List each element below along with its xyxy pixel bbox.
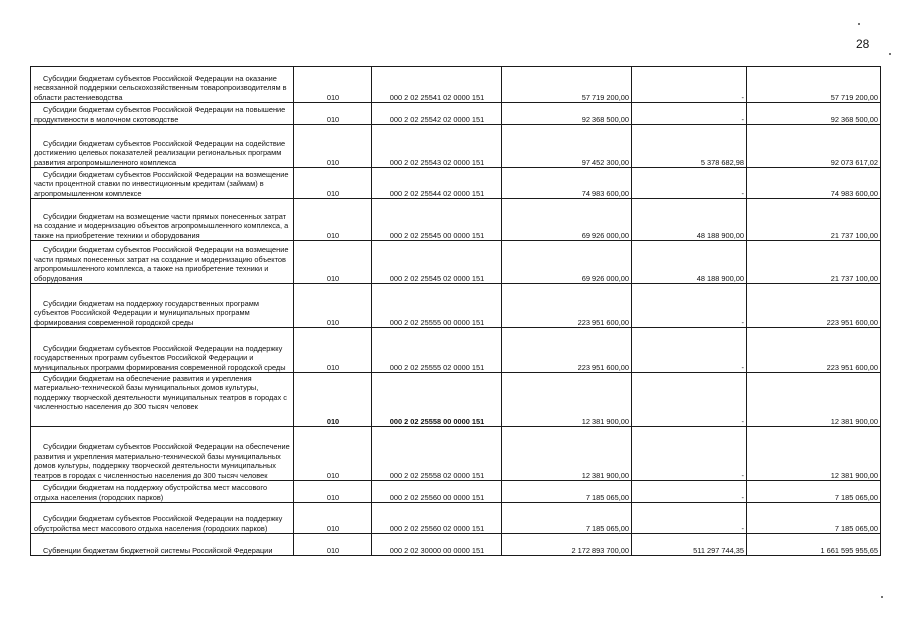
row-name: Субсидии бюджетам на поддержку обустройства мест массового отдыха населения (городских парков) — [31, 481, 294, 503]
row-kbk: 000 2 02 25542 02 0000 151 — [372, 103, 502, 125]
row-name: Субсидии бюджетам субъектов Российской Федерации на поддержку обустройства мест массового отдыха населения (городских парков) — [31, 503, 294, 534]
row-plan: 74 983 600,00 — [502, 168, 632, 199]
row-plan: 57 719 200,00 — [502, 67, 632, 103]
row-executed: 511 297 744,35 — [632, 534, 747, 556]
row-kbk: 000 2 02 25543 02 0000 151 — [372, 125, 502, 168]
row-code: 010 — [294, 373, 372, 427]
row-code: 010 — [294, 125, 372, 168]
row-name: Субсидии бюджетам на возмещение части прямых понесенных затрат на создание и модернизацию объектов агропромышленного комплекса, а также на приобретение техники и оборудования — [31, 199, 294, 241]
table-row — [31, 125, 881, 168]
row-plan: 2 172 893 700,00 — [502, 534, 632, 556]
row-code: 010 — [294, 534, 372, 556]
row-code: 010 — [294, 481, 372, 503]
row-plan: 97 452 300,00 — [502, 125, 632, 168]
table-row — [31, 284, 881, 328]
table-row — [31, 199, 881, 241]
row-kbk: 000 2 02 25560 00 0000 151 — [372, 481, 502, 503]
row-plan: 69 926 000,00 — [502, 199, 632, 241]
row-code: 010 — [294, 103, 372, 125]
row-executed: - — [632, 503, 747, 534]
row-remaining: 1 661 595 955,65 — [747, 534, 881, 556]
row-plan: 223 951 600,00 — [502, 284, 632, 328]
row-executed: - — [632, 284, 747, 328]
row-kbk: 000 2 02 25560 02 0000 151 — [372, 503, 502, 534]
row-executed: 5 378 682,98 — [632, 125, 747, 168]
row-remaining: 223 951 600,00 — [747, 284, 881, 328]
table-row — [31, 503, 881, 534]
table-row — [31, 241, 881, 284]
table-row — [31, 168, 881, 199]
row-plan: 69 926 000,00 — [502, 241, 632, 284]
table-row — [31, 328, 881, 373]
row-plan: 7 185 065,00 — [502, 481, 632, 503]
row-remaining: 7 185 065,00 — [747, 481, 881, 503]
row-name: Субсидии бюджетам субъектов Российской Федерации на поддержку государственных программ субъектов Российской Федерации и муниципальных программ формирования современной городской среды — [31, 328, 294, 373]
row-remaining: 7 185 065,00 — [747, 503, 881, 534]
row-name: Субсидии бюджетам субъектов Российской Федерации на оказание несвязанной поддержки сельскохозяйственным товаропроизводителям в области растениеводства — [31, 67, 294, 103]
row-name: Субсидии бюджетам субъектов Российской Федерации на обеспечение развития и укрепления материально-технической базы муниципальных домов культуры, поддержку творческой деятельности муниципальных театров в городах с численностью населения до 300 тысяч человек — [31, 427, 294, 481]
row-remaining: 92 368 500,00 — [747, 103, 881, 125]
row-kbk: 000 2 02 25545 02 0000 151 — [372, 241, 502, 284]
row-executed: - — [632, 427, 747, 481]
row-code: 010 — [294, 503, 372, 534]
row-remaining: 57 719 200,00 — [747, 67, 881, 103]
row-executed: - — [632, 168, 747, 199]
row-remaining: 74 983 600,00 — [747, 168, 881, 199]
row-name: Субсидии бюджетам субъектов Российской Федерации на возмещение части прямых понесенных затрат на создание и модернизацию объектов агропромышленного комплекса, а также на приобретение техники и оборудования — [31, 241, 294, 284]
row-name: Субсидии бюджетам субъектов Российской Федерации на возмещение части процентной ставки по инвестиционным кредитам (займам) в агропромышленном комплексе — [31, 168, 294, 199]
row-executed: - — [632, 103, 747, 125]
row-remaining: 21 737 100,00 — [747, 199, 881, 241]
row-remaining: 12 381 900,00 — [747, 427, 881, 481]
row-plan: 7 185 065,00 — [502, 503, 632, 534]
row-kbk: 000 2 02 25558 02 0000 151 — [372, 427, 502, 481]
row-code: 010 — [294, 284, 372, 328]
row-name: Субвенции бюджетам бюджетной системы Российской Федерации — [31, 534, 294, 556]
scan-speck — [889, 53, 891, 55]
row-code: 010 — [294, 328, 372, 373]
row-plan: 12 381 900,00 — [502, 427, 632, 481]
row-code: 010 — [294, 199, 372, 241]
row-code: 010 — [294, 241, 372, 284]
row-remaining: 92 073 617,02 — [747, 125, 881, 168]
row-name: Субсидии бюджетам субъектов Российской Федерации на повышение продуктивности в молочном скотоводстве — [31, 103, 294, 125]
row-kbk: 000 2 02 25555 02 0000 151 — [372, 328, 502, 373]
row-name: Субсидии бюджетам на поддержку государственных программ субъектов Российской Федерации и муниципальных программ формирования современной городской среды — [31, 284, 294, 328]
row-remaining: 223 951 600,00 — [747, 328, 881, 373]
table-row — [31, 67, 881, 103]
row-kbk: 000 2 02 25541 02 0000 151 — [372, 67, 502, 103]
table-row — [31, 373, 881, 427]
row-executed: - — [632, 328, 747, 373]
scan-speck — [881, 596, 883, 598]
row-code: 010 — [294, 168, 372, 199]
row-kbk: 000 2 02 25544 02 0000 151 — [372, 168, 502, 199]
row-plan: 12 381 900,00 — [502, 373, 632, 427]
row-remaining: 21 737 100,00 — [747, 241, 881, 284]
row-executed: - — [632, 67, 747, 103]
table-row — [31, 427, 881, 481]
row-code: 010 — [294, 67, 372, 103]
budget-revenue-table — [30, 66, 881, 556]
row-kbk: 000 2 02 25545 00 0000 151 — [372, 199, 502, 241]
row-executed: - — [632, 481, 747, 503]
row-kbk: 000 2 02 25558 00 0000 151 — [372, 373, 502, 427]
row-kbk: 000 2 02 25555 00 0000 151 — [372, 284, 502, 328]
row-executed: 48 188 900,00 — [632, 199, 747, 241]
row-remaining: 12 381 900,00 — [747, 373, 881, 427]
row-kbk: 000 2 02 30000 00 0000 151 — [372, 534, 502, 556]
table-row — [31, 534, 881, 556]
row-code: 010 — [294, 427, 372, 481]
row-name: Субсидии бюджетам на обеспечение развития и укрепления материально-технической базы муниципальных домов культуры, поддержку творческой деятельности муниципальных театров в городах с численностью населения до 300 тысяч человек — [31, 373, 294, 427]
table-row — [31, 103, 881, 125]
row-executed: - — [632, 373, 747, 427]
row-plan: 223 951 600,00 — [502, 328, 632, 373]
row-name: Субсидии бюджетам субъектов Российской Федерации на содействие достижению целевых показателей реализации региональных программ развития агропромышленного комплекса — [31, 125, 294, 168]
table-row — [31, 481, 881, 503]
row-plan: 92 368 500,00 — [502, 103, 632, 125]
page-number: 28 — [856, 37, 870, 51]
row-executed: 48 188 900,00 — [632, 241, 747, 284]
scan-speck — [858, 23, 860, 25]
